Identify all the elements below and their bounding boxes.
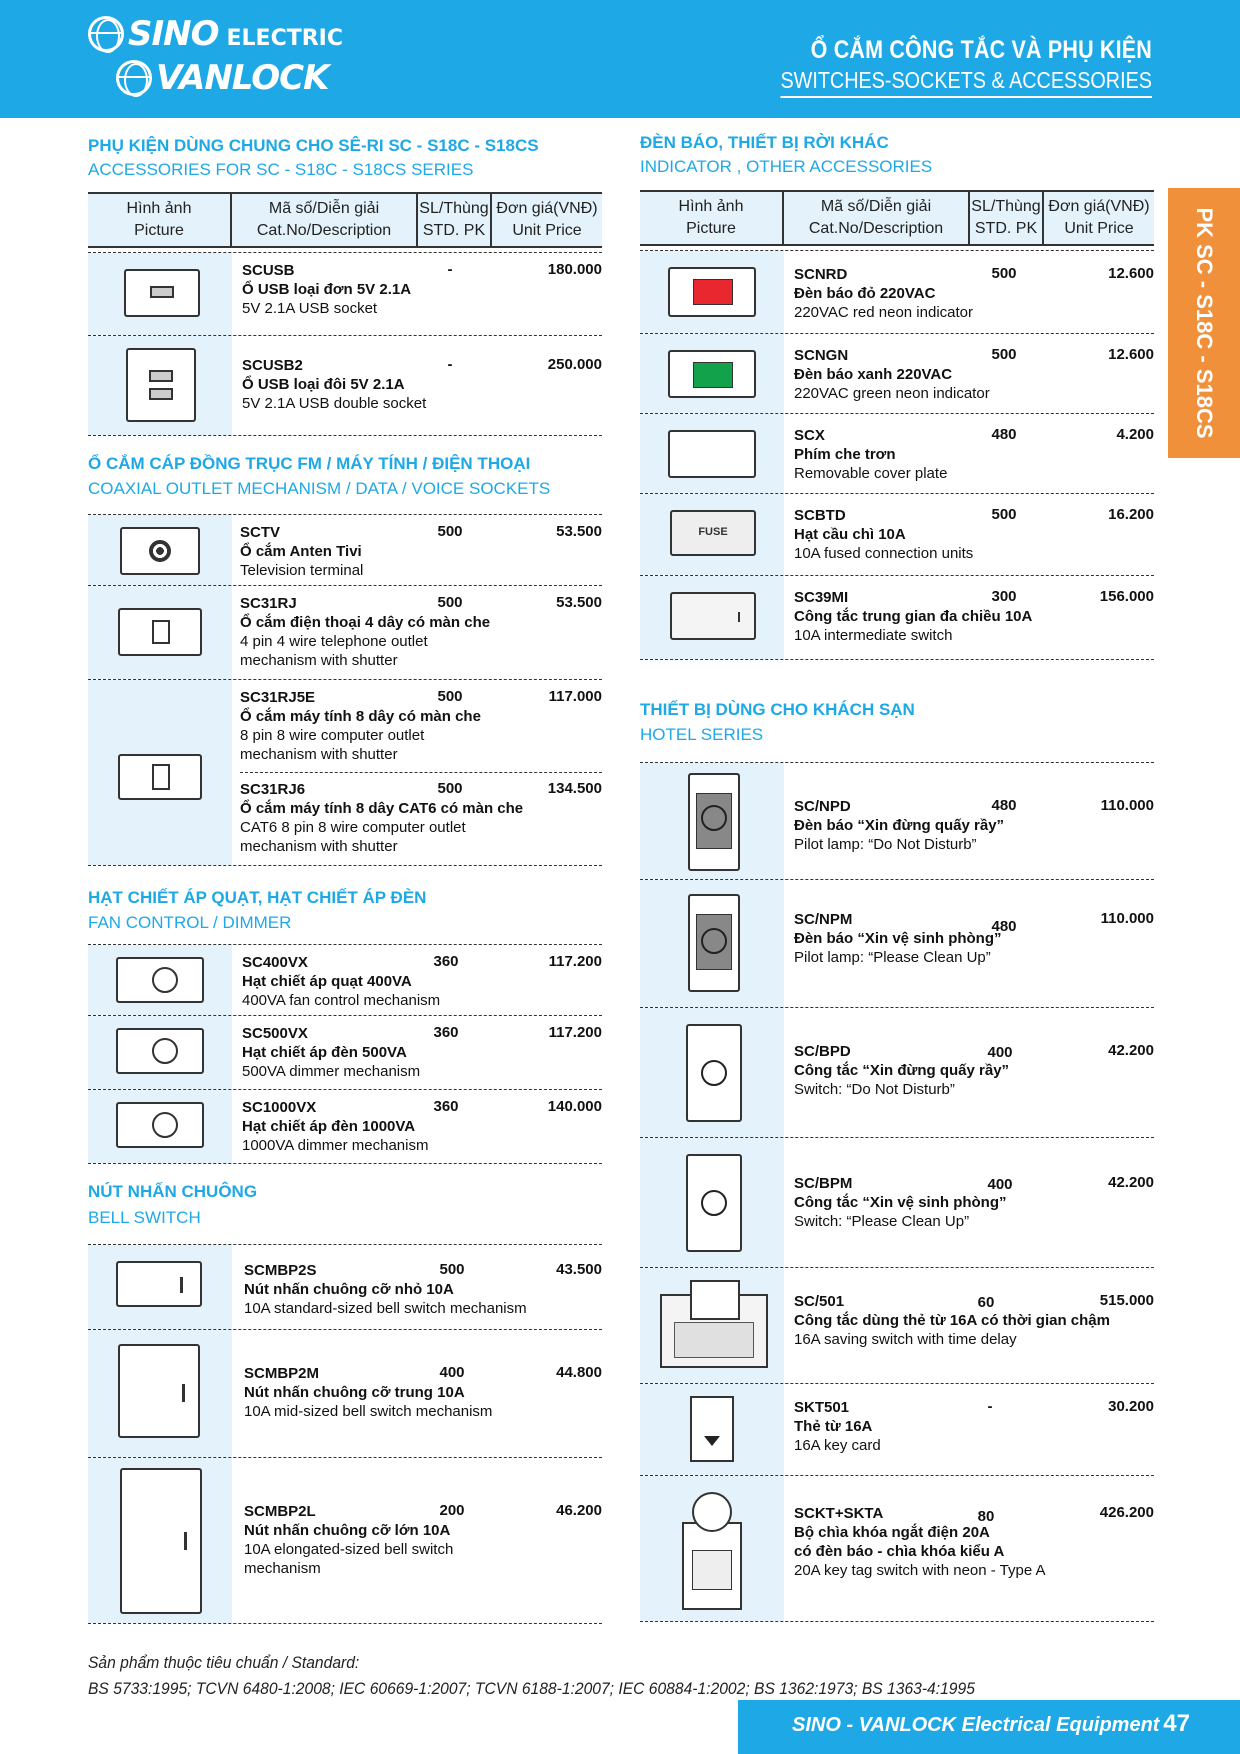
product-code: SC/NPD (794, 798, 851, 815)
product-en-2: mechanism with shutter (240, 746, 398, 763)
product-vi: Ổ cắm Anten Tivi (240, 543, 362, 560)
product-code: SCMBP2S (244, 1262, 317, 1279)
section-title-en: INDICATOR , OTHER ACCESSORIES (640, 157, 933, 176)
footer-bar (738, 1700, 1240, 1754)
table-row (88, 586, 602, 680)
intermediate-switch-icon (670, 592, 756, 640)
do-not-disturb-switch-icon (686, 1024, 742, 1122)
side-tab (1168, 188, 1240, 458)
product-vi: Ổ cắm điện thoại 4 dây có màn che (240, 614, 491, 631)
product-en: Pilot lamp: “Please Clean Up” (794, 949, 991, 966)
section-title-en: ACCESSORIES FOR SC - S18C - S18CS SERIES (88, 160, 474, 179)
fuse-label: FUSE (698, 526, 728, 538)
product-en: 220VAC green neon indicator (794, 385, 990, 402)
product-vi: Đèn báo xanh 220VAC (794, 366, 953, 383)
product-code: SCX (794, 427, 825, 444)
footer-brand: SINO - VANLOCK Electrical Equipment (792, 1714, 1160, 1736)
table-header (88, 192, 602, 248)
product-picture (88, 1090, 232, 1163)
product-en: Television terminal (240, 562, 364, 579)
telephone-socket-icon (118, 608, 202, 656)
product-en: 16A saving switch with time delay (794, 1331, 1017, 1348)
table-row (88, 252, 602, 336)
product-code: SCTV (240, 524, 281, 541)
fan-control-icon (116, 957, 204, 1003)
product-en: Switch: “Do Not Disturb” (794, 1081, 955, 1098)
bell-icon (120, 1468, 202, 1614)
product-code: SC/BPD (794, 1043, 851, 1060)
product-vi: Hạt chiết áp quạt 400VA (242, 973, 412, 990)
product-vi: Công tắc “Xin đừng quấy rầy” (794, 1062, 1010, 1079)
product-picture (88, 1245, 232, 1329)
product-vi: Ổ cắm máy tính 8 dây có màn che (240, 708, 481, 725)
product-vi: Công tắc “Xin vệ sinh phòng” (794, 1194, 1007, 1211)
product-en: 10A intermediate switch (794, 627, 953, 644)
product-picture (88, 945, 232, 1015)
header-price (492, 194, 602, 246)
header-desc-en: Cat.No/Description (256, 222, 392, 239)
product-picture (640, 763, 784, 879)
brand-vanlock: VANLOCK (156, 58, 329, 98)
product-price: 53.500 (556, 594, 602, 611)
section-title-vi: NÚT NHẤN CHUÔNG (88, 1182, 258, 1201)
section-title-en: BELL SWITCH (88, 1208, 201, 1227)
product-picture (640, 1008, 784, 1137)
product-std: 360 (433, 1024, 459, 1041)
product-vi-2: có đèn báo - chìa khóa kiểu A (794, 1543, 1005, 1560)
product-std: 360 (433, 1098, 459, 1115)
table-row (88, 944, 602, 1016)
table-row (640, 1268, 1154, 1384)
key-card-icon (690, 1396, 734, 1462)
table-row (640, 1008, 1154, 1138)
product-price: 426.200 (1099, 1504, 1154, 1521)
section-title-en: COAXIAL OUTLET MECHANISM / DATA / VOICE SOCKETS (88, 479, 551, 498)
header-price-vi: Đơn giá(VNĐ) (1048, 198, 1150, 215)
key-tag-switch-icon (682, 1522, 742, 1610)
product-price: 250.000 (547, 356, 602, 373)
section-title-en: HOTEL SERIES (640, 725, 764, 744)
product-en: Removable cover plate (794, 465, 948, 482)
product-std: 360 (433, 953, 459, 970)
product-std: 400 (987, 1044, 1013, 1061)
product-en: 5V 2.1A USB socket (242, 300, 378, 317)
product-en: 10A standard-sized bell switch mechanism (244, 1300, 527, 1317)
dimmer-icon (116, 1102, 204, 1148)
table-row (88, 1330, 602, 1458)
product-price: 117.000 (548, 688, 602, 705)
table-row (640, 1138, 1154, 1268)
product-en: 1000VA dimmer mechanism (242, 1137, 429, 1154)
header-std-vi: SL/Thùng (971, 198, 1041, 215)
product-std: 500 (437, 594, 463, 611)
header-picture-vi: Hình ảnh (678, 198, 744, 215)
green-indicator-icon (668, 350, 756, 398)
product-vi: Thẻ từ 16A (794, 1418, 873, 1435)
product-vi: Ổ USB loại đơn 5V 2.1A (242, 281, 412, 298)
brand-sino: SINO (128, 14, 219, 54)
product-en: 16A key card (794, 1437, 881, 1454)
product-picture (640, 494, 784, 575)
product-en-2: mechanism with shutter (240, 838, 398, 855)
product-picture (88, 336, 232, 435)
product-price: 134.500 (547, 780, 602, 797)
product-std: - (987, 1398, 993, 1415)
section-title-vi: PHỤ KIỆN DÙNG CHUNG CHO SÊ-RI SC - S18C - S18CS (88, 136, 539, 155)
header-desc-en: Cat.No/Description (808, 220, 944, 237)
product-en-2: mechanism with shutter (240, 652, 398, 669)
header-picture-en: Picture (134, 222, 184, 239)
standards-note (88, 1650, 975, 1702)
product-std: 500 (437, 523, 463, 540)
product-code: SCKT+SKTA (794, 1505, 884, 1522)
product-std: 480 (991, 426, 1017, 443)
side-tab-label: PK SC - S18C - S18CS (1192, 207, 1217, 439)
table-row (88, 1244, 602, 1330)
product-std: 400 (439, 1364, 465, 1381)
usb-socket-icon (124, 269, 200, 317)
product-price: 110.000 (1100, 797, 1154, 814)
product-en: 8 pin 8 wire computer outlet (240, 727, 425, 744)
section-title-vi: ĐÈN BÁO, THIẾT BỊ RỜI KHÁC (640, 133, 889, 152)
product-std: 500 (991, 506, 1017, 523)
product-en: 10A mid-sized bell switch mechanism (244, 1403, 493, 1420)
standards-label: Sản phẩm thuộc tiêu chuẩn / Standard: (88, 1653, 360, 1672)
product-picture (640, 1138, 784, 1267)
product-price: 515.000 (1099, 1292, 1154, 1309)
lamp-red (693, 279, 733, 305)
product-vi: Nút nhấn chuông cỡ lớn 10A (244, 1522, 451, 1539)
product-code: SC/501 (794, 1293, 845, 1310)
product-picture (640, 334, 784, 413)
product-code: SCMBP2L (244, 1503, 316, 1520)
product-std: 200 (439, 1502, 465, 1519)
header-std (418, 194, 492, 246)
header-desc-vi: Mã số/Diễn giải (268, 200, 380, 217)
standards-list: BS 5733:1995; TCVN 6480-1:2008; IEC 60669-1:2007; TCVN 6188-1:2007; IEC 60884-1:2002; BS 1362:1973; BS 1363-4:1995 (88, 1679, 975, 1698)
product-vi: Đèn báo “Xin đừng quấy rầy” (794, 817, 1005, 834)
product-std: - (447, 261, 453, 278)
dimmer-icon (116, 1028, 204, 1074)
table-row (640, 576, 1154, 660)
product-vi: Hạt chiết áp đèn 1000VA (242, 1118, 416, 1135)
product-vi: Công tắc trung gian đa chiều 10A (794, 608, 1033, 625)
section-title-vi: THIẾT BỊ DÙNG CHO KHÁCH SẠN (640, 700, 915, 719)
product-picture (88, 680, 232, 865)
product-picture (640, 576, 784, 659)
table-row (88, 336, 602, 436)
product-en: Switch: “Please Clean Up” (794, 1213, 970, 1230)
page-number: 47 (1163, 1710, 1190, 1737)
product-code: SKT501 (794, 1399, 850, 1416)
please-clean-up-lamp-icon (688, 894, 740, 992)
divider (240, 772, 602, 773)
product-vi: Đèn báo đỏ 220VAC (794, 285, 936, 302)
product-en: CAT6 8 pin 8 wire computer outlet (240, 819, 466, 836)
product-picture (88, 515, 232, 585)
product-en: 10A elongated-sized bell switch (244, 1541, 454, 1558)
coaxial-socket-icon (120, 527, 200, 575)
product-vi: Bộ chìa khóa ngắt điện 20A (794, 1524, 990, 1541)
brand-electric: ELECTRIC (226, 25, 343, 51)
product-std: 400 (987, 1176, 1013, 1193)
product-picture (88, 1016, 232, 1089)
product-price: 4.200 (1116, 426, 1154, 443)
product-vi: Đèn báo “Xin vệ sinh phòng” (794, 930, 1002, 947)
product-picture (640, 1476, 784, 1621)
product-price: 43.500 (556, 1261, 602, 1278)
header-picture (640, 192, 784, 244)
header-std-vi: SL/Thùng (419, 200, 489, 217)
brand-logo (88, 12, 343, 100)
table-row (88, 514, 602, 586)
table-row (88, 680, 602, 866)
table-row (88, 1458, 602, 1624)
header-std-en: STD. PK (974, 220, 1038, 237)
product-std: 500 (437, 780, 463, 797)
header-picture-en: Picture (686, 220, 736, 237)
product-picture (88, 253, 232, 335)
table-row (640, 762, 1154, 880)
product-std: 60 (977, 1294, 995, 1311)
product-code: SC31RJ6 (240, 781, 306, 798)
table-row (640, 880, 1154, 1008)
product-code: SC/NPM (794, 911, 853, 928)
product-code: SCUSB (242, 262, 295, 279)
product-std: 80 (977, 1508, 995, 1525)
product-vi: Hạt cầu chì 10A (794, 526, 906, 543)
product-picture (640, 414, 784, 493)
table-row (88, 1016, 602, 1090)
product-en: 400VA fan control mechanism (242, 992, 441, 1009)
section-title-en: FAN CONTROL / DIMMER (88, 913, 292, 932)
product-en: 220VAC red neon indicator (794, 304, 974, 321)
section-title-vi: Ổ CẮM CÁP ĐỒNG TRỤC FM / MÁY TÍNH / ĐIỆN THOẠI (88, 454, 531, 473)
header-desc-vi: Mã số/Diễn giải (820, 198, 932, 215)
product-en: Pilot lamp: “Do Not Disturb” (794, 836, 977, 853)
red-indicator-icon (668, 267, 756, 317)
product-en-2: mechanism (244, 1560, 321, 1577)
product-code: SCUSB2 (242, 357, 303, 374)
product-price: 117.200 (548, 953, 602, 970)
header-price-en: Unit Price (1064, 220, 1134, 237)
product-price: 12.600 (1108, 265, 1154, 282)
globe-icon (88, 16, 124, 52)
product-en: 5V 2.1A USB double socket (242, 395, 427, 412)
product-vi: Ổ USB loại đôi 5V 2.1A (242, 376, 405, 393)
product-code: SC39MI (794, 589, 849, 606)
header-desc (232, 194, 418, 246)
table-header (640, 190, 1154, 246)
product-price: 12.600 (1108, 346, 1154, 363)
product-en: 500VA dimmer mechanism (242, 1063, 421, 1080)
product-en: 4 pin 4 wire telephone outlet (240, 633, 428, 650)
product-std: 500 (437, 688, 463, 705)
product-price: 42.200 (1108, 1174, 1154, 1191)
table-row (640, 250, 1154, 334)
product-std: - (447, 356, 453, 373)
product-picture (640, 1268, 784, 1383)
usb-double-socket-icon (126, 348, 196, 422)
header-price-en: Unit Price (512, 222, 582, 239)
product-vi: Hạt chiết áp đèn 500VA (242, 1044, 407, 1061)
header-price (1044, 192, 1154, 244)
product-std: 500 (439, 1261, 465, 1278)
do-not-disturb-lamp-icon (688, 773, 740, 871)
please-clean-up-switch-icon (686, 1154, 742, 1252)
computer-socket-icon (118, 754, 202, 800)
product-price: 16.200 (1108, 506, 1154, 523)
product-code: SC500VX (242, 1025, 308, 1042)
product-vi: Công tắc dùng thẻ từ 16A có thời gian chậm (794, 1312, 1110, 1329)
table-row (640, 494, 1154, 576)
lamp-green (693, 362, 733, 388)
header-title (720, 36, 1152, 98)
header-title-vi: Ổ CẮM CÔNG TẮC VÀ PHỤ KIỆN (810, 36, 1152, 64)
table-row (640, 1476, 1154, 1622)
bell-icon (118, 1344, 200, 1438)
page-header (0, 0, 1240, 118)
product-picture (88, 586, 232, 679)
product-vi: Ổ cắm máy tính 8 dây CAT6 có màn che (240, 800, 524, 817)
product-std: 500 (991, 346, 1017, 363)
product-price: 156.000 (1099, 588, 1154, 605)
product-price: 140.000 (547, 1098, 602, 1115)
bell-icon (116, 1261, 202, 1307)
product-std: 480 (991, 797, 1017, 814)
product-code: SC1000VX (242, 1099, 317, 1116)
section-title-vi: HẠT CHIẾT ÁP QUẠT, HẠT CHIẾT ÁP ĐÈN (88, 888, 427, 907)
header-title-en: SWITCHES-SOCKETS & ACCESSORIES (781, 67, 1152, 98)
table-row (640, 1384, 1154, 1476)
table-row (640, 414, 1154, 494)
product-code: SCBTD (794, 507, 846, 524)
cover-plate-icon (668, 430, 756, 478)
product-price: 117.200 (548, 1024, 602, 1041)
product-price: 180.000 (547, 261, 602, 278)
globe-icon (116, 60, 152, 96)
product-code: SC31RJ5E (240, 689, 316, 706)
table-row (88, 1090, 602, 1164)
product-price: 46.200 (556, 1502, 602, 1519)
product-std: 480 (991, 918, 1017, 935)
product-price: 110.000 (1100, 910, 1154, 927)
product-code: SCNRD (794, 266, 848, 283)
product-vi: Phím che trơn (794, 446, 896, 463)
product-code: SCMBP2M (244, 1365, 320, 1382)
product-std: 300 (991, 588, 1017, 605)
header-std-en: STD. PK (422, 222, 486, 239)
product-picture (88, 1458, 232, 1623)
product-price: 53.500 (556, 523, 602, 540)
fuse-icon (670, 510, 756, 556)
product-picture (640, 1384, 784, 1475)
header-desc (784, 192, 970, 244)
product-std: 500 (991, 265, 1017, 282)
table-row (640, 334, 1154, 414)
product-en: 20A key tag switch with neon - Type A (794, 1562, 1046, 1579)
product-picture (640, 880, 784, 1007)
product-price: 44.800 (556, 1364, 602, 1381)
header-std (970, 192, 1044, 244)
product-code: SC31RJ (240, 595, 297, 612)
product-price: 30.200 (1108, 1398, 1154, 1415)
product-vi: Nút nhấn chuông cỡ trung 10A (244, 1384, 465, 1401)
key-card-switch-icon (660, 1294, 768, 1368)
product-picture (88, 1330, 232, 1457)
product-price: 42.200 (1108, 1042, 1154, 1059)
header-picture-vi: Hình ảnh (126, 200, 192, 217)
product-vi: Nút nhấn chuông cỡ nhỏ 10A (244, 1281, 454, 1298)
product-en: 10A fused connection units (794, 545, 974, 562)
product-picture (640, 251, 784, 333)
product-code: SC400VX (242, 954, 308, 971)
product-code: SCNGN (794, 347, 849, 364)
header-price-vi: Đơn giá(VNĐ) (496, 200, 598, 217)
product-code: SC/BPM (794, 1175, 853, 1192)
header-picture (88, 194, 232, 246)
